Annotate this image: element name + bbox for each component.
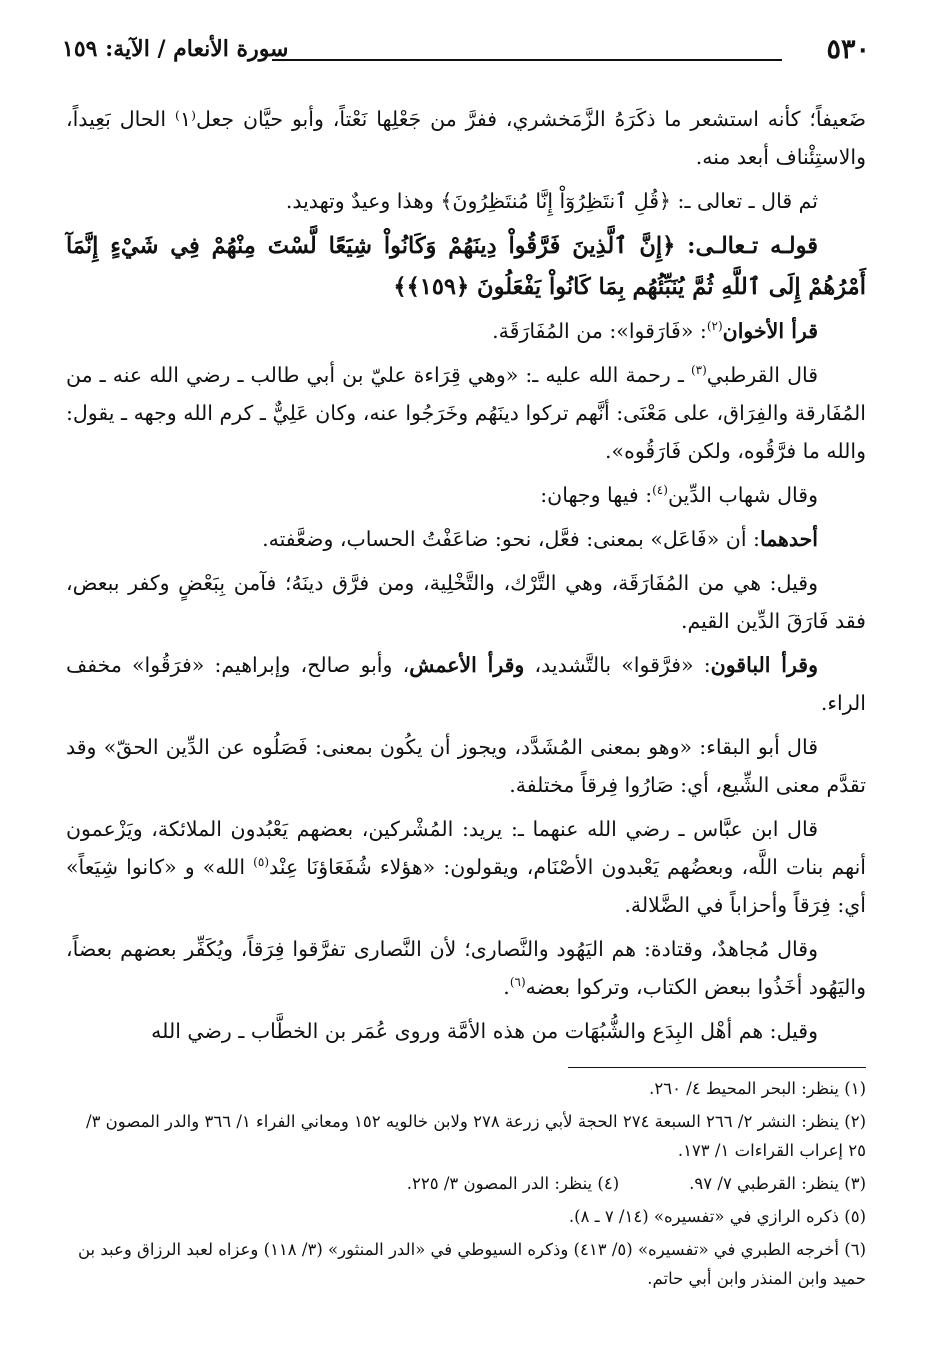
page-number: ٥٣٠ [826, 34, 870, 65]
header-rule [272, 59, 782, 61]
paragraph-text: : فيها وجهان: [540, 483, 653, 507]
running-title: سورة الأنعام / الآية: ١٥٩ [62, 36, 289, 62]
quran-verse: ﴿إِنَّ ٱلَّذِينَ فَرَّقُواْ دِينَهُمْ وَكَانُواْ شِيَعًا لَّسْتَ مِنْهُمْ فِي شَيْءٍ إِنَّمَآ أَمْرُهُمْ إِلَى ٱللَّهِ ثُمَّ يُنَبِّئُهُم بِمَا كَانُواْ يَفْعَلُونَ ﴿١٥٩﴾﴾ [66, 233, 866, 300]
footnote-3: (٣) ينظر: القرطبي ٧/ ٩٧. [689, 1174, 866, 1193]
footnote-ref-5: (٥) [253, 855, 269, 870]
paragraph-5 [66, 356, 866, 470]
quran-verse-paragraph [66, 226, 866, 308]
paragraph-text: : «فرَّقوا» بالتَّشديد، [524, 653, 711, 677]
paragraph-2: ثم قال ـ تعالى ـ: ﴿قُلِ ٱنتَظِرُوٓاْ إِنَّا مُنتَظِرُونَ﴾ وهذا وعيدٌ وتهديد. [285, 189, 818, 213]
footnote-ref-6: (٦) [509, 975, 526, 990]
paragraph-8: وقيل: هي من المُفَارَقَة، وهي التَّرْك، والتَّخْلِية، ومن فرَّق دينَهُ؛ فآمن بِبَعْضٍ وكفر ببعض، فقد فَارَقَ الدِّين القيم. [66, 571, 866, 633]
paragraph-text: ـ رحمة الله عليه ـ: «وهي قِرَاءة عليّ بن أبي طالب ـ رضي الله عنه ـ من المُفَارقة والفِرَاق، على مَعْنَى: أنَّهم تركوا دينَهُم وخَرَجُوا عنه، وكان عَلِيٌّ ـ كرم الله وجهه ـ يقول: والله ما فرَّقُوه، ولكن فَارَقُوه». [66, 363, 866, 463]
bold-term: وقرأ الأعمش [409, 653, 525, 677]
paragraph-10: قال أبو البقاء: «وهو بمعنى المُشَدَّد، ويجوز أن يكُون بمعنى: فَصَلُوه عن الدِّين الحقّ» وقد تقدَّم معنى الشِّيع، أي: صَارُوا فِرقاً مختلفة. [66, 735, 866, 797]
footnote-6: (٦) أخرجه الطبري في «تفسيره» (٥/ ٤١٣) وذكره السيوطي في «الدر المنثور» (٣/ ١١٨) وعزاه لعبد الرزاق وعبد بن حميد وابن المنذر وابن أبي حاتم. [77, 1240, 866, 1288]
paragraph-text: . [503, 975, 510, 999]
footnote-row-3-4 [66, 1169, 866, 1198]
footnotes [66, 1074, 866, 1297]
paragraph-13: وقيل: هم أهْل البِدَع والشُّبُهَات من هذه الأمَّة وروى عُمَر بن الخطَّاب ـ رضي الله [151, 1019, 818, 1043]
paragraph-12 [66, 930, 866, 1006]
footnote-ref-2: (٢) [706, 319, 723, 334]
footnote-separator [568, 1067, 866, 1068]
paragraph-1: ضَعيفاً؛ كأنه استشعر ما ذكَرَهُ الزَّمَخشري، ففرَّ من جَعْلِها نَعْتاً، وأبو حيَّان جعل⁽١⁾ الحال بَعِيداً، والاستِئْناف أبعد منه. [66, 107, 866, 169]
paragraph-text: وقال شهاب الدِّين [667, 483, 818, 507]
paragraph-9 [66, 646, 866, 722]
footnote-1: (١) ينظر: البحر المحيط ٤/ ٢٦٠. [649, 1079, 866, 1098]
paragraph-text: ، وأبو صالح، وإبراهيم: «فرَقُوا» مخفف الراء. [66, 653, 866, 715]
footnote-ref-3: (٣) [690, 363, 707, 378]
footnote-5: (٥) ذكره الرازي في «تفسيره» (١٤/ ٧ ـ ٨). [568, 1207, 866, 1226]
verse-intro: قولـه تـعالـى: [675, 233, 818, 259]
paragraph-text: قال ابن عبَّاس ـ رضي الله عنهما ـ: يريد: المُشْركين، بعضهم يَعْبُدون الملائكة، ويَزْعمون أنهم بنات اللَّه، وبعضُهم يَعْبدون الأصْنَام، ويقولون: «هؤلاء شُفَعَاؤنَا عِنْد [66, 817, 866, 879]
paragraph-text: الله» و «كانوا شِيَعاً» أي: فِرَقاً وأحزاباً في الضَّلالة. [66, 855, 866, 917]
bold-term: أحدهما [759, 527, 818, 551]
paragraph-text: وقال مُجاهدٌ، وقتادة: هم اليَهُود والنَّصارى؛ لأن النَّصارى تفرَّقوا فِرَقاً، ويُكَفِّر بعضهم بعضاً، واليَهُود أخَذُوا ببعض الكتاب، وتركوا بعضه [66, 937, 866, 999]
paragraph-text: : «فَارَقوا»: من المُفَارَقَة. [492, 319, 707, 343]
footnote-2: (٢) ينظر: النشر ٢/ ٢٦٦ السبعة ٢٧٤ الحجة لأبي زرعة ٢٧٨ ولابن خالويه ١٥٢ ومعاني الفراء ١/ ٣٦٦ والدر المصون ٣/ ٢٥ إعراب القراءات ١/ ١٧٣. [86, 1112, 866, 1160]
paragraph-7 [66, 520, 866, 558]
paragraph-text: : أن «فَاعَل» بمعنى: فعَّل، نحو: ضاعَفْتُ الحساب، وضعَّفته. [262, 527, 760, 551]
footnote-ref-4: (٤) [652, 483, 668, 498]
bold-term: وقرأ الباقون [710, 653, 819, 677]
paragraph-11 [66, 810, 866, 924]
page-header [62, 34, 870, 70]
bold-term: قرأ الأخوان [722, 319, 818, 343]
paragraph-4 [66, 312, 866, 350]
paragraph-6 [66, 476, 866, 514]
paragraph-text: قال القرطبي [706, 363, 819, 387]
main-text [66, 100, 866, 1056]
footnote-4: (٤) ينظر: الدر المصون ٣/ ٢٢٥. [406, 1174, 620, 1193]
